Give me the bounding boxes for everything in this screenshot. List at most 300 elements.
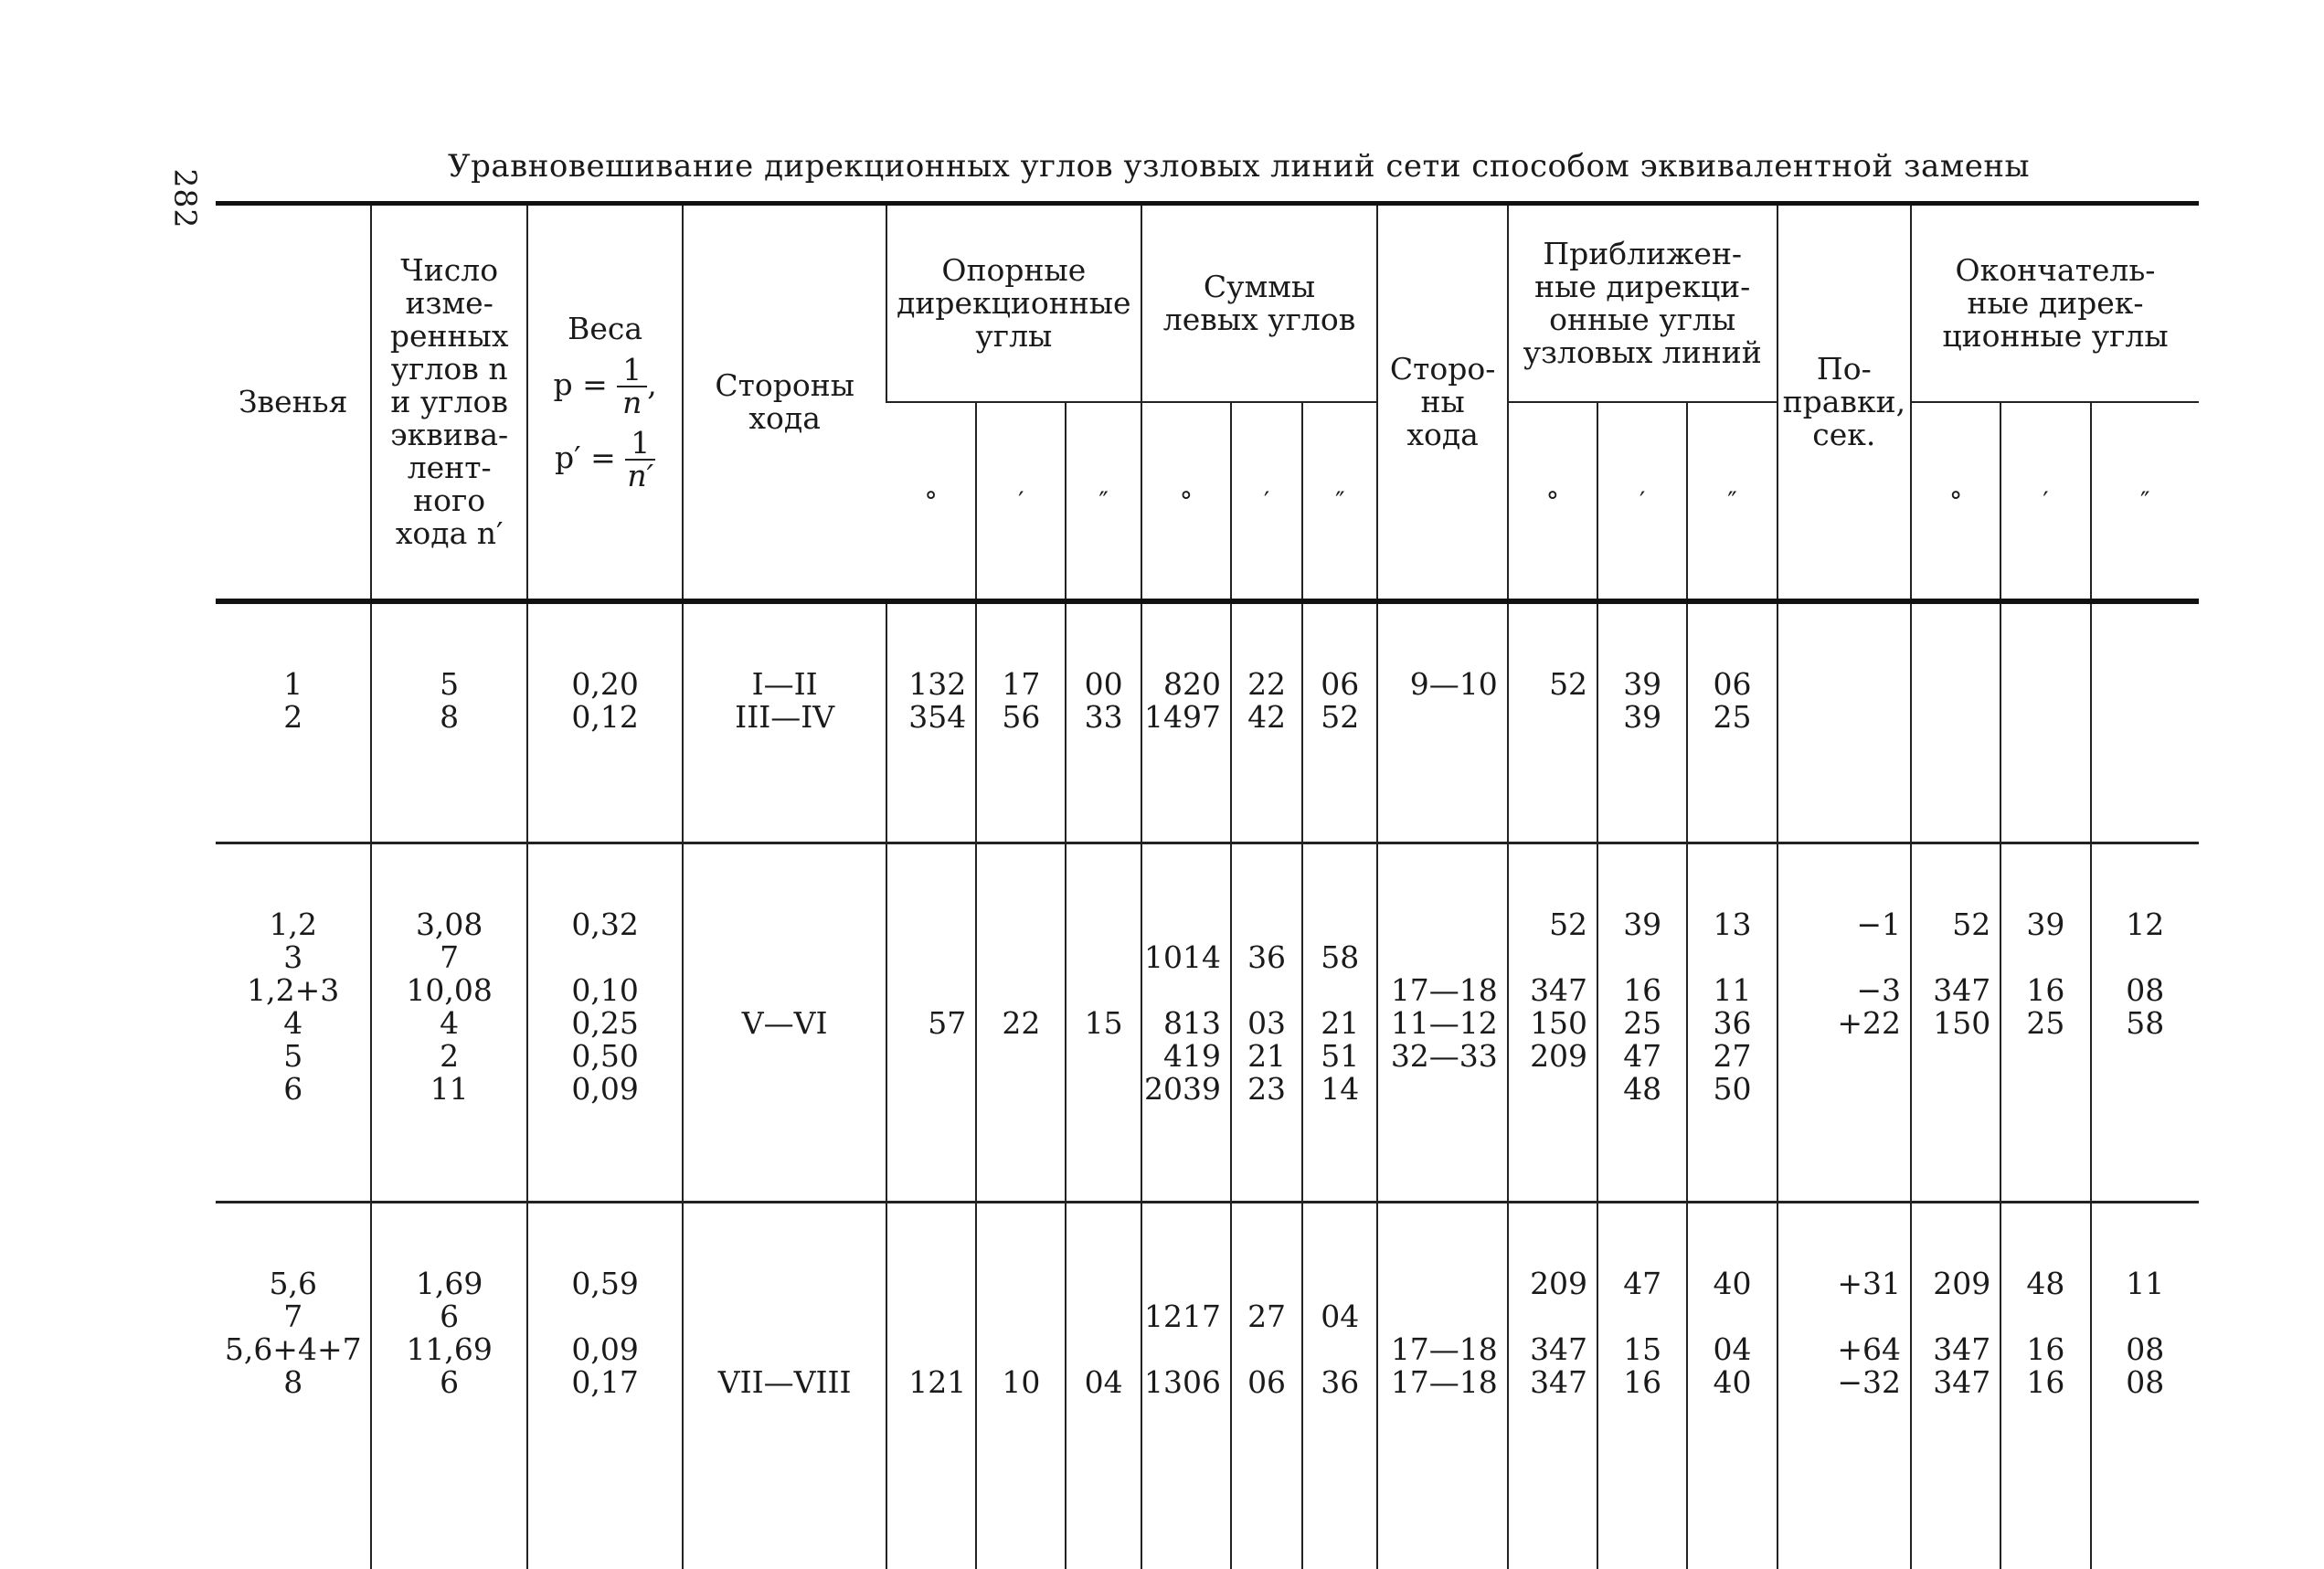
cell-line: 0,17 xyxy=(528,1366,682,1399)
cell-line: 52 xyxy=(1509,668,1587,701)
cell-corr xyxy=(1777,843,1911,1203)
cell-line xyxy=(684,1073,886,1106)
cell-line xyxy=(887,1040,966,1073)
unit-degrees: ° xyxy=(886,402,976,601)
cell-sides xyxy=(683,601,886,843)
cell-line: 04 xyxy=(1066,1366,1140,1399)
cell-line: 25 xyxy=(1688,701,1776,734)
cell-line: 0,09 xyxy=(528,1073,682,1106)
cell-line: 47 xyxy=(1598,1040,1686,1073)
cell-line: 2039 xyxy=(1142,1073,1221,1106)
cell-line: 22 xyxy=(977,1007,1065,1040)
cell-line: 820 xyxy=(1142,668,1221,701)
cell-line xyxy=(1142,908,1221,941)
cell-line: 57 xyxy=(887,1007,966,1040)
cell-line: 347 xyxy=(1912,1333,1990,1366)
cell-line xyxy=(1778,1073,1901,1106)
cell-line: 11 xyxy=(2092,1267,2199,1300)
cell-line: 0,59 xyxy=(528,1267,682,1300)
cell-line: 1306 xyxy=(1142,1366,1221,1399)
cell-line: 121 xyxy=(887,1366,966,1399)
cell-line: 419 xyxy=(1142,1040,1221,1073)
cell-line: 7 xyxy=(372,941,525,974)
cell-ref-deg xyxy=(886,1203,976,1569)
cell-line: 06 xyxy=(1303,668,1376,701)
cell-sum-deg xyxy=(1141,1203,1231,1569)
cell-line: 4 xyxy=(216,1007,370,1040)
cell-line: 04 xyxy=(1688,1333,1776,1366)
cell-line xyxy=(1066,1040,1140,1073)
cell-line: 347 xyxy=(1912,974,1990,1007)
cell-line: −3 xyxy=(1778,974,1901,1007)
cell-fin-deg xyxy=(1911,843,2000,1203)
cell-line: +64 xyxy=(1778,1333,1901,1366)
cell-line xyxy=(977,1267,1065,1300)
unit-minutes: ′ xyxy=(1597,402,1687,601)
cell-line xyxy=(887,974,966,1007)
cell-ref-min xyxy=(976,843,1066,1203)
cell-line xyxy=(2001,1300,2089,1333)
cell-line: 7 xyxy=(216,1300,370,1333)
cell-app-min xyxy=(1597,601,1687,843)
cell-line: 39 xyxy=(1598,668,1686,701)
cell-app-deg xyxy=(1508,843,1597,1203)
cell-line xyxy=(1778,1040,1901,1073)
unit-minutes: ′ xyxy=(2000,402,2090,601)
cell-line xyxy=(2092,1073,2199,1106)
cell-line: 5,6 xyxy=(216,1267,370,1300)
cell-line xyxy=(1509,701,1587,734)
cell-line: 40 xyxy=(1688,1366,1776,1399)
cell-line: 11—12 xyxy=(1378,1007,1497,1040)
cell-line xyxy=(528,941,682,974)
cell-line: 6 xyxy=(372,1366,525,1399)
cell-line xyxy=(2001,668,2089,701)
cell-line xyxy=(2092,701,2199,734)
cell-line: 1217 xyxy=(1142,1300,1221,1333)
cell-line: 48 xyxy=(1598,1073,1686,1106)
unit-seconds: ″ xyxy=(2091,402,2199,601)
cell-line xyxy=(1509,1073,1587,1106)
cell-line: VII—VIII xyxy=(684,1366,886,1399)
unit-seconds: ″ xyxy=(1302,402,1377,601)
cell-line xyxy=(1778,701,1901,734)
cell-line: 17—18 xyxy=(1378,974,1497,1007)
cell-line xyxy=(977,1333,1065,1366)
cell-line: 16 xyxy=(2001,1366,2089,1399)
cell-line: 1,2+3 xyxy=(216,974,370,1007)
unit-seconds: ″ xyxy=(1066,402,1141,601)
cell-line: 52 xyxy=(1509,908,1587,941)
cell-line: 21 xyxy=(1303,1007,1376,1040)
cell-line xyxy=(2092,1300,2199,1333)
cell-line: 0,32 xyxy=(528,908,682,941)
cell-line: 209 xyxy=(1509,1267,1587,1300)
cell-line xyxy=(1598,1300,1686,1333)
cell-line: 5 xyxy=(372,668,525,701)
cell-line: 2 xyxy=(372,1040,525,1073)
cell-weights xyxy=(527,601,683,843)
header-count: Число изме- ренных углов n и углов эквива- лент- ного хода n′ xyxy=(371,204,526,602)
cell-line: 39 xyxy=(1598,701,1686,734)
cell-line: 08 xyxy=(2092,974,2199,1007)
cell-app-deg xyxy=(1508,601,1597,843)
cell-line: 27 xyxy=(1232,1300,1301,1333)
cell-line: 347 xyxy=(1509,1366,1587,1399)
cell-line xyxy=(1778,1300,1901,1333)
cell-line xyxy=(2092,668,2199,701)
cell-line xyxy=(1378,908,1497,941)
cell-line xyxy=(1232,974,1301,1007)
cell-sides xyxy=(683,843,886,1203)
cell-line xyxy=(2001,941,2089,974)
cell-line: 21 xyxy=(1232,1040,1301,1073)
cell-line xyxy=(1142,1267,1221,1300)
unit-seconds: ″ xyxy=(1687,402,1777,601)
cell-sum-sec xyxy=(1302,601,1377,843)
cell-line xyxy=(1066,1073,1140,1106)
cell-line: 16 xyxy=(2001,1333,2089,1366)
cell-line xyxy=(684,974,886,1007)
cell-line: 48 xyxy=(2001,1267,2089,1300)
cell-line: 10 xyxy=(977,1366,1065,1399)
cell-links xyxy=(216,843,371,1203)
cell-line: 1,69 xyxy=(372,1267,525,1300)
cell-line xyxy=(1378,701,1497,734)
cell-line: 39 xyxy=(2001,908,2089,941)
cell-line: 15 xyxy=(1598,1333,1686,1366)
cell-line xyxy=(1303,974,1376,1007)
cell-app-min xyxy=(1597,843,1687,1203)
cell-sum-sec xyxy=(1302,843,1377,1203)
cell-line xyxy=(1066,1267,1140,1300)
cell-line xyxy=(1778,668,1901,701)
cell-line: 08 xyxy=(2092,1333,2199,1366)
cell-line xyxy=(1509,941,1587,974)
cell-line xyxy=(1378,1073,1497,1106)
cell-corr xyxy=(1777,601,1911,843)
cell-line xyxy=(1912,1073,1990,1106)
cell-line: 347 xyxy=(1509,1333,1587,1366)
cell-line: V—VI xyxy=(684,1007,886,1040)
cell-line xyxy=(2001,1040,2089,1073)
cell-sum-sec xyxy=(1302,1203,1377,1569)
cell-ref-sec xyxy=(1066,843,1141,1203)
cell-ref-min xyxy=(976,1203,1066,1569)
cell-line: 1014 xyxy=(1142,941,1221,974)
cell-line xyxy=(684,1333,886,1366)
cell-fin-sec xyxy=(2091,601,2199,843)
cell-line xyxy=(1509,1300,1587,1333)
page-number: 282 xyxy=(168,169,204,229)
cell-fin-deg xyxy=(1911,601,2000,843)
cell-line xyxy=(1232,1267,1301,1300)
cell-line xyxy=(684,1267,886,1300)
cell-sides2 xyxy=(1377,1203,1507,1569)
header-final: Окончатель- ные дирек- ционные углы xyxy=(1911,204,2199,402)
cell-line xyxy=(887,1333,966,1366)
cell-line: III—IV xyxy=(684,701,886,734)
cell-links xyxy=(216,1203,371,1569)
cell-line: 0,50 xyxy=(528,1040,682,1073)
cell-line: 51 xyxy=(1303,1040,1376,1073)
cell-line xyxy=(1912,1300,1990,1333)
header-sides2: Сторо- ны хода xyxy=(1377,204,1507,602)
cell-line xyxy=(684,908,886,941)
cell-sides2 xyxy=(1377,601,1507,843)
cell-line xyxy=(1688,1300,1776,1333)
cell-line xyxy=(1066,1333,1140,1366)
cell-line xyxy=(1378,941,1497,974)
cell-line xyxy=(977,1073,1065,1106)
cell-line xyxy=(1066,941,1140,974)
cell-line: 42 xyxy=(1232,701,1301,734)
cell-line: 33 xyxy=(1066,701,1140,734)
cell-line: 52 xyxy=(1303,701,1376,734)
cell-line xyxy=(977,1300,1065,1333)
cell-line: 04 xyxy=(1303,1300,1376,1333)
cell-line: 6 xyxy=(216,1073,370,1106)
cell-line: 0,09 xyxy=(528,1333,682,1366)
cell-line: 347 xyxy=(1912,1366,1990,1399)
cell-app-deg xyxy=(1508,1203,1597,1569)
cell-line xyxy=(1598,941,1686,974)
cell-app-sec xyxy=(1687,843,1777,1203)
cell-line xyxy=(887,1073,966,1106)
cell-line xyxy=(977,974,1065,1007)
cell-line xyxy=(1232,1333,1301,1366)
header-ref-angles: Опорные дирекционные углы xyxy=(886,204,1141,402)
header-corrections: По- правки, сек. xyxy=(1777,204,1911,602)
cell-line: 06 xyxy=(1688,668,1776,701)
cell-links xyxy=(216,601,371,843)
cell-line: 132 xyxy=(887,668,966,701)
cell-line: −32 xyxy=(1778,1366,1901,1399)
cell-line xyxy=(1142,1333,1221,1366)
cell-line: 10,08 xyxy=(372,974,525,1007)
cell-ref-sec xyxy=(1066,601,1141,843)
cell-line: 47 xyxy=(1598,1267,1686,1300)
cell-line: 11 xyxy=(1688,974,1776,1007)
cell-line xyxy=(684,941,886,974)
cell-sides xyxy=(683,1203,886,1569)
cell-line xyxy=(1066,908,1140,941)
table-header xyxy=(216,204,2199,602)
cell-line xyxy=(528,1300,682,1333)
cell-line: 58 xyxy=(2092,1007,2199,1040)
cell-line: 17—18 xyxy=(1378,1333,1497,1366)
cell-line xyxy=(977,908,1065,941)
cell-count xyxy=(371,601,526,843)
header-sums: Суммы левых углов xyxy=(1141,204,1378,402)
cell-line: 3 xyxy=(216,941,370,974)
cell-line: 1,2 xyxy=(216,908,370,941)
header-links: Звенья xyxy=(216,204,371,602)
cell-line xyxy=(1378,1267,1497,1300)
unit-minutes: ′ xyxy=(1231,402,1302,601)
cell-line: 32—33 xyxy=(1378,1040,1497,1073)
cell-line: 354 xyxy=(887,701,966,734)
cell-line: 2 xyxy=(216,701,370,734)
cell-sum-deg xyxy=(1141,843,1231,1203)
cell-line: 3,08 xyxy=(372,908,525,941)
header-sides: Стороны хода xyxy=(683,204,886,602)
cell-line: 22 xyxy=(1232,668,1301,701)
cell-line xyxy=(1778,941,1901,974)
unit-degrees: ° xyxy=(1911,402,2000,601)
cell-line: 36 xyxy=(1232,941,1301,974)
cell-line: 209 xyxy=(1912,1267,1990,1300)
cell-count xyxy=(371,1203,526,1569)
cell-sum-min xyxy=(1231,843,1302,1203)
cell-line: 52 xyxy=(1912,908,1990,941)
cell-line: 17 xyxy=(977,668,1065,701)
cell-line: 13 xyxy=(1688,908,1776,941)
cell-ref-deg xyxy=(886,843,976,1203)
cell-line: 347 xyxy=(1509,974,1587,1007)
unit-minutes: ′ xyxy=(976,402,1066,601)
cell-line xyxy=(1142,974,1221,1007)
cell-line xyxy=(1912,668,1990,701)
cell-line: +22 xyxy=(1778,1007,1901,1040)
cell-line: 08 xyxy=(2092,1366,2199,1399)
cell-line xyxy=(977,941,1065,974)
cell-line: 16 xyxy=(1598,974,1686,1007)
cell-line: 8 xyxy=(216,1366,370,1399)
table-row-group xyxy=(216,843,2199,1203)
cell-sum-min xyxy=(1231,601,1302,843)
cell-line: 27 xyxy=(1688,1040,1776,1073)
cell-fin-deg xyxy=(1911,1203,2000,1569)
cell-line: 1 xyxy=(216,668,370,701)
cell-line: 36 xyxy=(1688,1007,1776,1040)
cell-line: 150 xyxy=(1912,1007,1990,1040)
cell-ref-sec xyxy=(1066,1203,1141,1569)
cell-line: 9—10 xyxy=(1378,668,1497,701)
cell-line xyxy=(1303,1333,1376,1366)
cell-fin-min xyxy=(2000,843,2090,1203)
cell-line xyxy=(1912,941,1990,974)
cell-corr xyxy=(1777,1203,1911,1569)
cell-line: 16 xyxy=(1598,1366,1686,1399)
cell-line xyxy=(1688,941,1776,974)
cell-line: 4 xyxy=(372,1007,525,1040)
cell-sides2 xyxy=(1377,843,1507,1203)
cell-line xyxy=(1066,974,1140,1007)
cell-line: 209 xyxy=(1509,1040,1587,1073)
cell-line: 23 xyxy=(1232,1073,1301,1106)
unit-degrees: ° xyxy=(1141,402,1231,601)
cell-line: 25 xyxy=(1598,1007,1686,1040)
cell-fin-min xyxy=(2000,1203,2090,1569)
cell-line: 58 xyxy=(1303,941,1376,974)
cell-line: 1497 xyxy=(1142,701,1221,734)
cell-line: 0,20 xyxy=(528,668,682,701)
cell-line: 40 xyxy=(1688,1267,1776,1300)
cell-app-sec xyxy=(1687,1203,1777,1569)
cell-line xyxy=(1303,908,1376,941)
cell-line: −1 xyxy=(1778,908,1901,941)
cell-weights xyxy=(527,843,683,1203)
cell-line xyxy=(887,1300,966,1333)
cell-line: 36 xyxy=(1303,1366,1376,1399)
cell-line: 15 xyxy=(1066,1007,1140,1040)
cell-line xyxy=(1378,1300,1497,1333)
cell-line: 56 xyxy=(977,701,1065,734)
cell-line: 17—18 xyxy=(1378,1366,1497,1399)
cell-line: 0,25 xyxy=(528,1007,682,1040)
cell-line: 50 xyxy=(1688,1073,1776,1106)
cell-line: +31 xyxy=(1778,1267,1901,1300)
cell-line xyxy=(684,1040,886,1073)
cell-line xyxy=(1912,701,1990,734)
cell-ref-min xyxy=(976,601,1066,843)
cell-line: 11 xyxy=(372,1073,525,1106)
cell-line xyxy=(1912,1040,1990,1073)
adjustment-table xyxy=(216,201,2199,1569)
cell-line xyxy=(2092,1040,2199,1073)
cell-line xyxy=(887,1267,966,1300)
cell-sum-deg xyxy=(1141,601,1231,843)
cell-line xyxy=(1066,1300,1140,1333)
cell-line xyxy=(887,941,966,974)
cell-line xyxy=(1303,1267,1376,1300)
table-row-group xyxy=(216,601,2199,843)
table-body xyxy=(216,601,2199,1569)
cell-app-sec xyxy=(1687,601,1777,843)
cell-line: 11,69 xyxy=(372,1333,525,1366)
header-approx: Приближен- ные дирекци- онные углы узловых линий xyxy=(1508,204,1777,402)
cell-line xyxy=(2001,1073,2089,1106)
cell-sum-min xyxy=(1231,1203,1302,1569)
cell-count xyxy=(371,843,526,1203)
cell-line xyxy=(977,1040,1065,1073)
cell-line: 5,6+4+7 xyxy=(216,1333,370,1366)
cell-line xyxy=(2001,701,2089,734)
cell-line: 8 xyxy=(372,701,525,734)
cell-fin-min xyxy=(2000,601,2090,843)
cell-line: 16 xyxy=(2001,974,2089,1007)
table-row-group xyxy=(216,1203,2199,1569)
cell-app-min xyxy=(1597,1203,1687,1569)
cell-line: 39 xyxy=(1598,908,1686,941)
cell-ref-deg xyxy=(886,601,976,843)
cell-fin-sec xyxy=(2091,1203,2199,1569)
cell-weights xyxy=(527,1203,683,1569)
page-title: Уравновешивание дирекционных углов узловых линий сети способом эквивалентной замены xyxy=(448,148,2030,185)
cell-line: 6 xyxy=(372,1300,525,1333)
header-weights: Веса p = $\frac{1}{n}$ , p′ = $\frac{1}{n'}$ xyxy=(527,204,683,602)
cell-line xyxy=(2092,941,2199,974)
cell-line: 813 xyxy=(1142,1007,1221,1040)
cell-line: 0,12 xyxy=(528,701,682,734)
cell-line: 25 xyxy=(2001,1007,2089,1040)
cell-line: 00 xyxy=(1066,668,1140,701)
cell-line: 150 xyxy=(1509,1007,1587,1040)
cell-line: 06 xyxy=(1232,1366,1301,1399)
cell-fin-sec xyxy=(2091,843,2199,1203)
cell-line: 0,10 xyxy=(528,974,682,1007)
cell-line: 03 xyxy=(1232,1007,1301,1040)
cell-line: 12 xyxy=(2092,908,2199,941)
cell-line: I—II xyxy=(684,668,886,701)
adjustment-table-container xyxy=(216,201,2199,1426)
cell-line: 14 xyxy=(1303,1073,1376,1106)
cell-line xyxy=(1232,908,1301,941)
cell-line: 5 xyxy=(216,1040,370,1073)
cell-line xyxy=(887,908,966,941)
cell-line xyxy=(684,1300,886,1333)
